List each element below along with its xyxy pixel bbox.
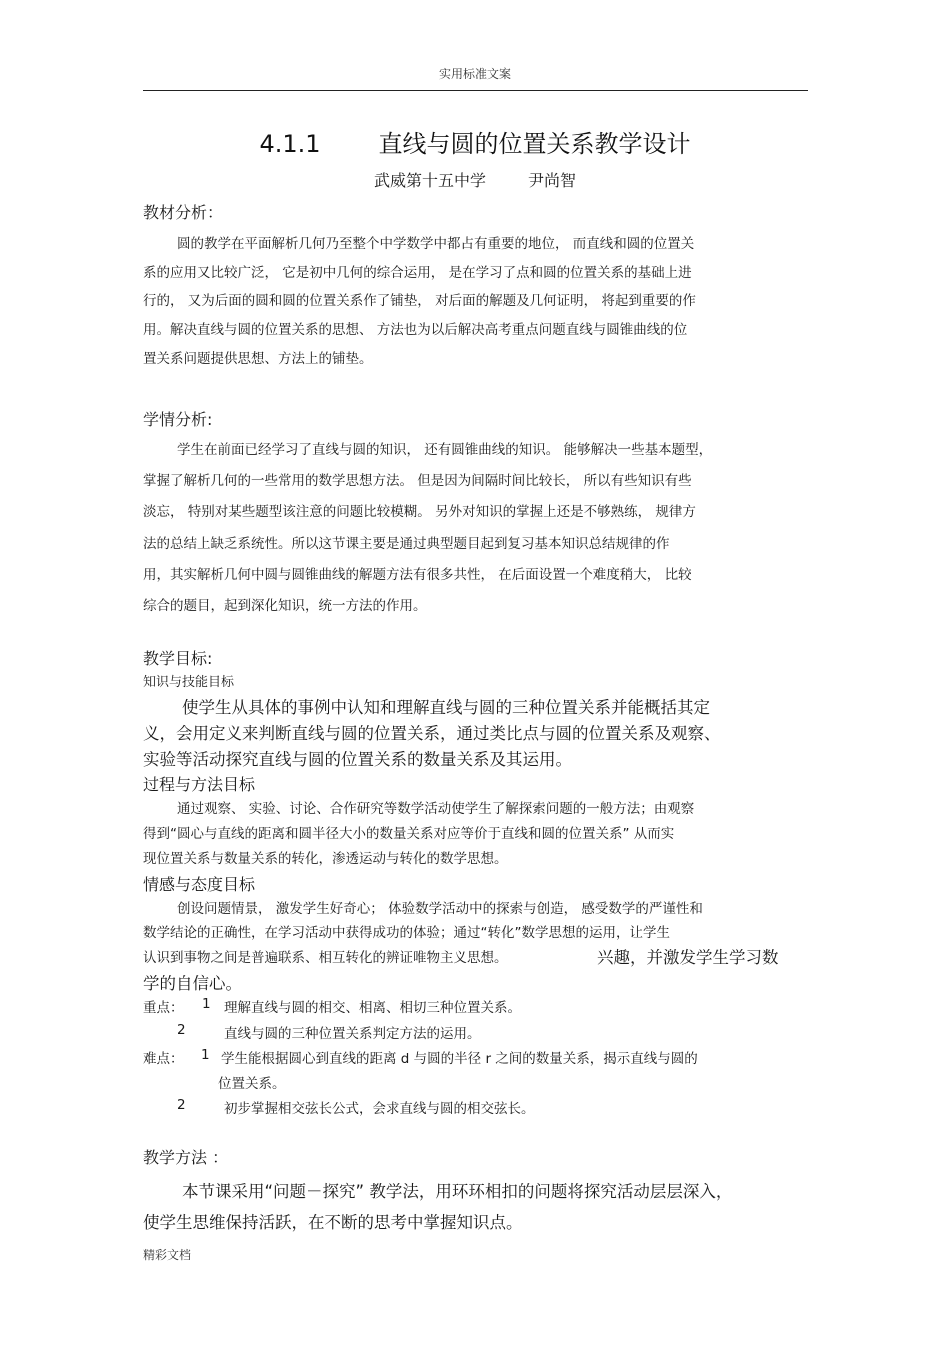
attitude-line-3: 兴趣，并激发学生学习数 <box>597 948 779 967</box>
author-line <box>0 168 950 191</box>
goals-heading: 教学目标: <box>143 649 213 668</box>
method-heading: 教学方法 ： <box>143 1148 229 1167</box>
students-line-2: 淡忘， 特别对某些题型该注意的问题比较模糊。 另外对知识的掌握上还是不够熟练， 规律方 <box>143 504 696 520</box>
knowledge-line-0: 使学生从具体的事例中认知和理解直线与圆的三种位置关系并能概括其定 <box>182 698 710 717</box>
students-line-4: 用，其实解析几何中圆与圆锥曲线的解题方法有很多共性， 在后面设置一个难度稍大， 比较 <box>143 567 692 583</box>
key-point-text-1: 理解直线与圆的相交、相离、相切三种位置关系。 <box>224 1000 521 1016</box>
header-rule <box>143 90 808 91</box>
materials-line-2: 行的， 又为后面的圆和圆的位置关系作了铺垫， 对后面的解题及几何证明， 将起到重要的作 <box>143 293 696 309</box>
process-line-0: 通过观察、 实验、讨论、合作研究等数学活动使学生了解探索问题的一般方法；由观察 <box>177 801 695 817</box>
materials-line-3: 用。解决直线与圆的位置关系的思想、 方法也为以后解决高考重点问题直线与圆锥曲线的位 <box>143 322 688 338</box>
title-text: 直线与圆的位置关系教学设计 <box>378 130 691 158</box>
students-line-3: 法的总结上缺乏系统性。所以这节课主要是通过典型题目起到复习基本知识总结规律的作 <box>143 536 670 552</box>
difficulty-num-2: 2 <box>177 1097 186 1113</box>
author-name: 尹尚智 <box>528 171 577 190</box>
materials-line-4: 置关系问题提供思想、方法上的铺垫。 <box>143 351 373 367</box>
method-line-0: 本节课采用“问题－探究” 教学法，用环环相扣的问题将探究活动层层深入， <box>182 1182 733 1201</box>
students-line-0: 学生在前面已经学习了直线与圆的知识， 还有圆锥曲线的知识。 能够解决一些基本题型， <box>177 442 713 458</box>
author-school: 武威第十五中学 <box>373 171 486 190</box>
difficulty-num-1: 1 <box>201 1047 210 1063</box>
page-header: 实用标准文案 <box>438 67 511 81</box>
attitude-line-2: 认识到事物之间是普遍联系、相互转化的辨证唯物主义思想。 <box>143 950 508 966</box>
students-line-1: 掌握了解析几何的一些常用的数学思想方法。 但是因为间隔时间比较长， 所以有些知识有些 <box>143 473 692 489</box>
difficulties-label: 难点： <box>143 1051 184 1067</box>
knowledge-heading: 知识与技能目标 <box>143 675 235 690</box>
knowledge-line-2: 实验等活动探究直线与圆的位置关系的数量关系及其运用。 <box>143 750 572 769</box>
attitude-heading: 情感与态度目标 <box>143 875 256 894</box>
process-heading: 过程与方法目标 <box>143 775 256 794</box>
knowledge-line-1: 义，会用定义来判断直线与圆的位置关系，通过类比点与圆的位置关系及观察、 <box>143 724 721 743</box>
key-point-num-1: 1 <box>202 996 211 1012</box>
materials-line-1: 系的应用又比较广泛， 它是初中几何的综合运用， 是在学习了点和圆的位置关系的基础上进 <box>143 265 692 281</box>
title-number: 4.1.1 <box>259 130 321 158</box>
attitude-line-0: 创设问题情景， 激发学生好奇心； 体验数学活动中的探索与创造， 感受数学的严谨性和 <box>177 901 703 917</box>
materials-line-0: 圆的教学在平面解析几何乃至整个中学数学中都占有重要的地位， 而直线和圆的位置关 <box>177 236 695 252</box>
process-line-1: 得到“圆心与直线的距离和圆半径大小的数量关系对应等价于直线和圆的位置关系” 从而实 <box>143 826 675 842</box>
document-title <box>0 124 950 159</box>
difficulty-text-1: 学生能根据圆心到直线的距离 d 与圆的半径 r 之间的数量关系，揭示直线与圆的 <box>221 1051 698 1067</box>
attitude-line-1: 数学结论的正确性，在学习活动中获得成功的体验；通过“转化”数学思想的运用，让学生 <box>143 925 670 941</box>
page-footer: 精彩文档 <box>143 1248 192 1262</box>
difficulty-text-2: 初步掌握相交弦长公式，会求直线与圆的相交弦长。 <box>224 1101 535 1117</box>
attitude-line-4: 学的自信心。 <box>143 974 242 993</box>
key-points-label: 重点： <box>143 1000 184 1016</box>
difficulty-text-1-cont: 位置关系。 <box>218 1076 286 1092</box>
process-line-2: 现位置关系与数量关系的转化，渗透运动与转化的数学思想。 <box>143 851 508 867</box>
key-point-num-2: 2 <box>177 1022 186 1038</box>
students-line-5: 综合的题目，起到深化知识，统一方法的作用。 <box>143 598 427 614</box>
method-line-1: 使学生思维保持活跃，在不断的思考中掌握知识点。 <box>143 1213 523 1232</box>
students-heading: 学情分析: <box>143 410 213 429</box>
key-point-text-2: 直线与圆的三种位置关系判定方法的运用。 <box>224 1026 481 1042</box>
materials-heading: 教材分析： <box>143 203 224 222</box>
